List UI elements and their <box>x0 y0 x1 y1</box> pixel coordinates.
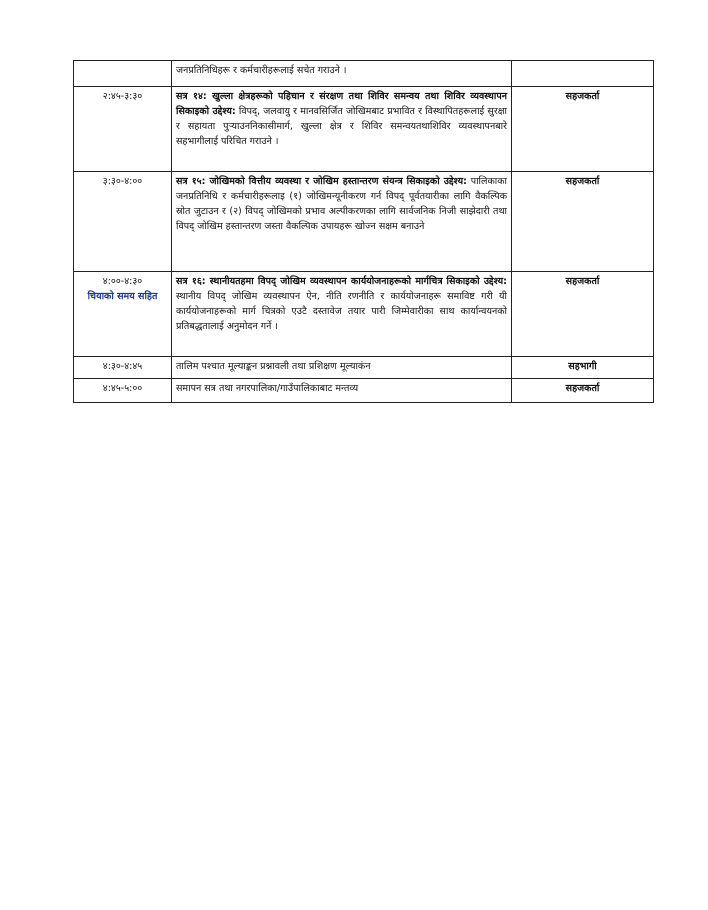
description-cell <box>172 357 512 379</box>
description-cell <box>172 87 512 172</box>
role-cell <box>512 61 654 87</box>
objective-label: सिकाइको उद्देश्य: <box>446 276 507 287</box>
description-cell <box>172 272 512 357</box>
role-cell: सहजकर्ता <box>512 379 654 403</box>
table-row <box>74 272 654 357</box>
session-text: विपद्, जलवायु र मानवसिर्जित जोखिमबाट प्रभावित र विस्थापितहरूलाई सुरक्षा र सहायता पुर्‍याउननिकासीमार्ग, खुल्ला क्षेत्र र शिविर समन्वयतथाशिविर व्यवस्थापनबारे सहभागीलाई परिचित गराउने । <box>176 106 507 147</box>
role-cell: सहजकर्ता <box>512 87 654 172</box>
time-cell: ३:३०-४:०० <box>74 172 172 272</box>
description-cell <box>172 172 512 272</box>
session-text: पालिकाका जनप्रतिनिधि र कर्मचारीहरूलाइ (१) जोखिमन्यूनीकरण गर्न विपद् पूर्वतयारीका लागि वैकल्पिक स्रोत जुटाउन र (२) विपद् जोखिमको प्रभाव अल्पीकरणका लागि सार्वजनिक निजी साझेदारी तथा विपद् जोखिम हस्तान्तरण जस्ता वैकल्पिक उपायहरू खोज्न सक्षम बनाउने <box>176 176 507 232</box>
table-row <box>74 357 654 379</box>
time-cell <box>74 272 172 357</box>
session-title: सत्र १६: स्थानीयतहमा विपद् जोखिम व्यवस्थापन कार्ययोजनाहरूको मार्गचित्र <box>176 276 443 287</box>
role-cell: सहजकर्ता <box>512 172 654 272</box>
session-title: सत्र १५: जोखिमको वित्तीय व्यवस्था र जोखिम हस्तान्तरण संयन्त्र <box>176 176 403 187</box>
table-row <box>74 379 654 403</box>
time-cell: ४:४५-५:०० <box>74 379 172 403</box>
role-cell: सहभागी <box>512 357 654 379</box>
time-value: ४:००-४:३० <box>102 276 143 287</box>
session-text: तालिम पश्चात मूल्याङ्कन प्रश्नावली तथा प्रशिक्षण मूल्याकंन <box>176 361 371 372</box>
objective-label: सिकाइको उद्देश्य: <box>176 106 236 117</box>
table-row <box>74 61 654 87</box>
table-row <box>74 87 654 172</box>
schedule-table <box>73 60 654 403</box>
session-text: जनप्रतिनिधिहरू र कर्मचारीहरूलाई सचेत गराउने । <box>176 65 347 76</box>
time-cell <box>74 61 172 87</box>
session-title: सत्र १४: खुल्ला क्षेत्रहरूको पहिचान र संरक्षण तथा शिविर समन्वय तथा शिविर व्यवस्थापन <box>176 91 507 102</box>
table-row <box>74 172 654 272</box>
description-cell <box>172 379 512 403</box>
objective-label: सिकाइको उद्देश्य: <box>406 176 467 187</box>
role-cell: सहजकर्ता <box>512 272 654 357</box>
time-cell: २:४५-३:३० <box>74 87 172 172</box>
time-cell: ४:३०-४:४५ <box>74 357 172 379</box>
session-text: स्थानीय विपद् जोखिम व्यवस्थापन ऐन, नीति रणनीति र कार्ययोजनाहरू समाविष्ट गरी यी कार्ययोजनाहरूको मार्ग चित्रको एउटै दस्तावेज तयार पारी जिम्मेवारीका साथ कार्यान्वयनको प्रतिबद्धतालाई अनुमोदन गर्ने । <box>176 291 507 332</box>
tea-break-note: चियाको समय सहित <box>87 291 158 302</box>
description-cell <box>172 61 512 87</box>
session-text: समापन सत्र तथा नगरपालिका/गाउँपालिकाबाट मन्तव्य <box>176 383 359 394</box>
